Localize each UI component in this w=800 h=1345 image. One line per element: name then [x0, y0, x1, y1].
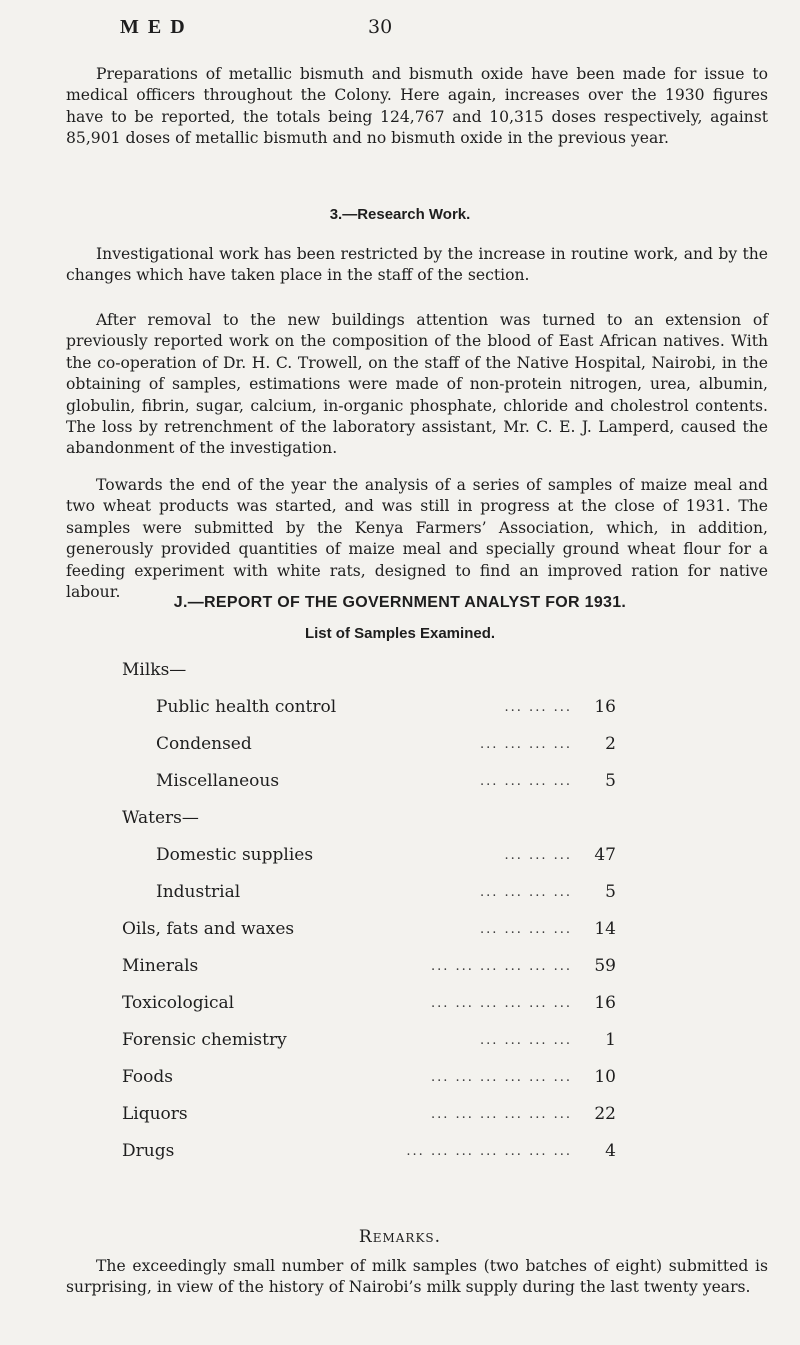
list-item [122, 763, 642, 800]
heading-sample-list: List of Samples Examined. [304, 625, 496, 642]
leader-dots: ... ... ... ... ... ... [430, 996, 572, 1011]
sample-label: Toxicological [122, 993, 235, 1013]
list-item [122, 874, 642, 911]
sample-count: 2 [605, 734, 616, 754]
paragraph-remarks: The exceedingly small number of milk samples (two batches of eight) submitted is surprising, in view of the history of Nairobi’s milk supply during the last twenty years. [66, 1257, 768, 1297]
samples-list [122, 652, 642, 1170]
sample-label: Miscellaneous [156, 771, 280, 791]
sample-count: 10 [594, 1067, 616, 1087]
group-label-waters: Waters— [122, 808, 199, 828]
sample-count: 16 [594, 993, 616, 1013]
leader-dots: ... ... ... ... ... ... [430, 1070, 572, 1085]
leader-dots: ... ... ... ... [480, 922, 572, 937]
page-number: 30 [368, 16, 393, 38]
header-code: M E D [120, 16, 187, 38]
sample-count: 16 [594, 697, 616, 717]
list-item [122, 1059, 642, 1096]
list-item [122, 689, 642, 726]
leader-dots: ... ... ... ... ... ... ... [406, 1144, 572, 1159]
sample-label: Liquors [122, 1104, 188, 1124]
list-item [122, 837, 642, 874]
leader-dots: ... ... ... ... [480, 774, 572, 789]
sample-count: 59 [594, 956, 616, 976]
leader-dots: ... ... ... [504, 848, 572, 863]
group-label-milks: Milks— [122, 660, 187, 680]
sample-label: Domestic supplies [156, 845, 314, 865]
sample-count: 47 [594, 845, 616, 865]
paragraph-maize-analysis: Towards the end of the year the analysis of a series of samples of maize meal and two wheat products was started, and was still in progress at the close of 1931. The samples were submitted by the Kenya Farmers’ Association, which, in addition, generously provided quantities of maize meal and specially ground wheat flour for a feeding experiment with white rats, designed to find an improved ration for native labour. [66, 476, 768, 602]
sample-label: Drugs [122, 1141, 175, 1161]
leader-dots: ... ... ... ... ... ... [430, 959, 572, 974]
leader-dots: ... ... ... ... [480, 885, 572, 900]
sample-label: Minerals [122, 956, 199, 976]
heading-research-work: 3.—Research Work. [329, 206, 471, 223]
sample-label: Oils, fats and waxes [122, 919, 295, 939]
heading-remarks: Remarks. [358, 1227, 442, 1247]
sample-count: 14 [594, 919, 616, 939]
sample-label: Foods [122, 1067, 173, 1087]
paragraph-research-intro: Investigational work has been restricted by the increase in routine work, and by the changes which have taken place in the staff of the section. [66, 245, 768, 285]
paragraph-bismuth: Preparations of metallic bismuth and bismuth oxide have been made for issue to medical officers throughout the Colony. Here again, increases over the 1930 figures have to be reported, the totals being 124,767 and 10,315 doses respectively, against 85,901 doses of metallic bismuth and no bismuth oxide in the previous year. [66, 65, 768, 148]
sample-count: 22 [594, 1104, 616, 1124]
list-item [122, 911, 642, 948]
sample-count: 5 [605, 771, 616, 791]
sample-count: 1 [605, 1030, 616, 1050]
leader-dots: ... ... ... ... ... ... [430, 1107, 572, 1122]
paragraph-blood-composition: After removal to the new buildings attention was turned to an extension of previously reported work on the composition of the blood of East African natives. With the co-operation of Dr. H. C. Trowell, on the staff of the Native Hospital, Nairobi, in the obtaining of samples, estimations were made of non-protein nitrogen, urea, albumin, globulin, fibrin, sugar, calcium, in-organic phosphate, chloride and cholestrol contents. The loss by retrenchment of the laboratory assistant, Mr. C. E. J. Lamperd, caused the abandonment of the investigation. [66, 311, 768, 458]
list-item [122, 985, 642, 1022]
sample-label: Industrial [156, 882, 241, 902]
sample-count: 5 [605, 882, 616, 902]
list-item [122, 1133, 642, 1170]
leader-dots: ... ... ... ... [480, 1033, 572, 1048]
list-item [122, 1022, 642, 1059]
sample-label: Public health control [156, 697, 337, 717]
sample-count: 4 [605, 1141, 616, 1161]
list-item [122, 1096, 642, 1133]
list-item [122, 726, 642, 763]
page-header [120, 16, 680, 46]
sample-label: Condensed [156, 734, 252, 754]
leader-dots: ... ... ... [504, 700, 572, 715]
list-item [122, 948, 642, 985]
heading-analyst-report: J.—REPORT OF THE GOVERNMENT ANALYST FOR 1931. [173, 594, 627, 611]
leader-dots: ... ... ... ... [480, 737, 572, 752]
sample-label: Forensic chemistry [122, 1030, 287, 1050]
